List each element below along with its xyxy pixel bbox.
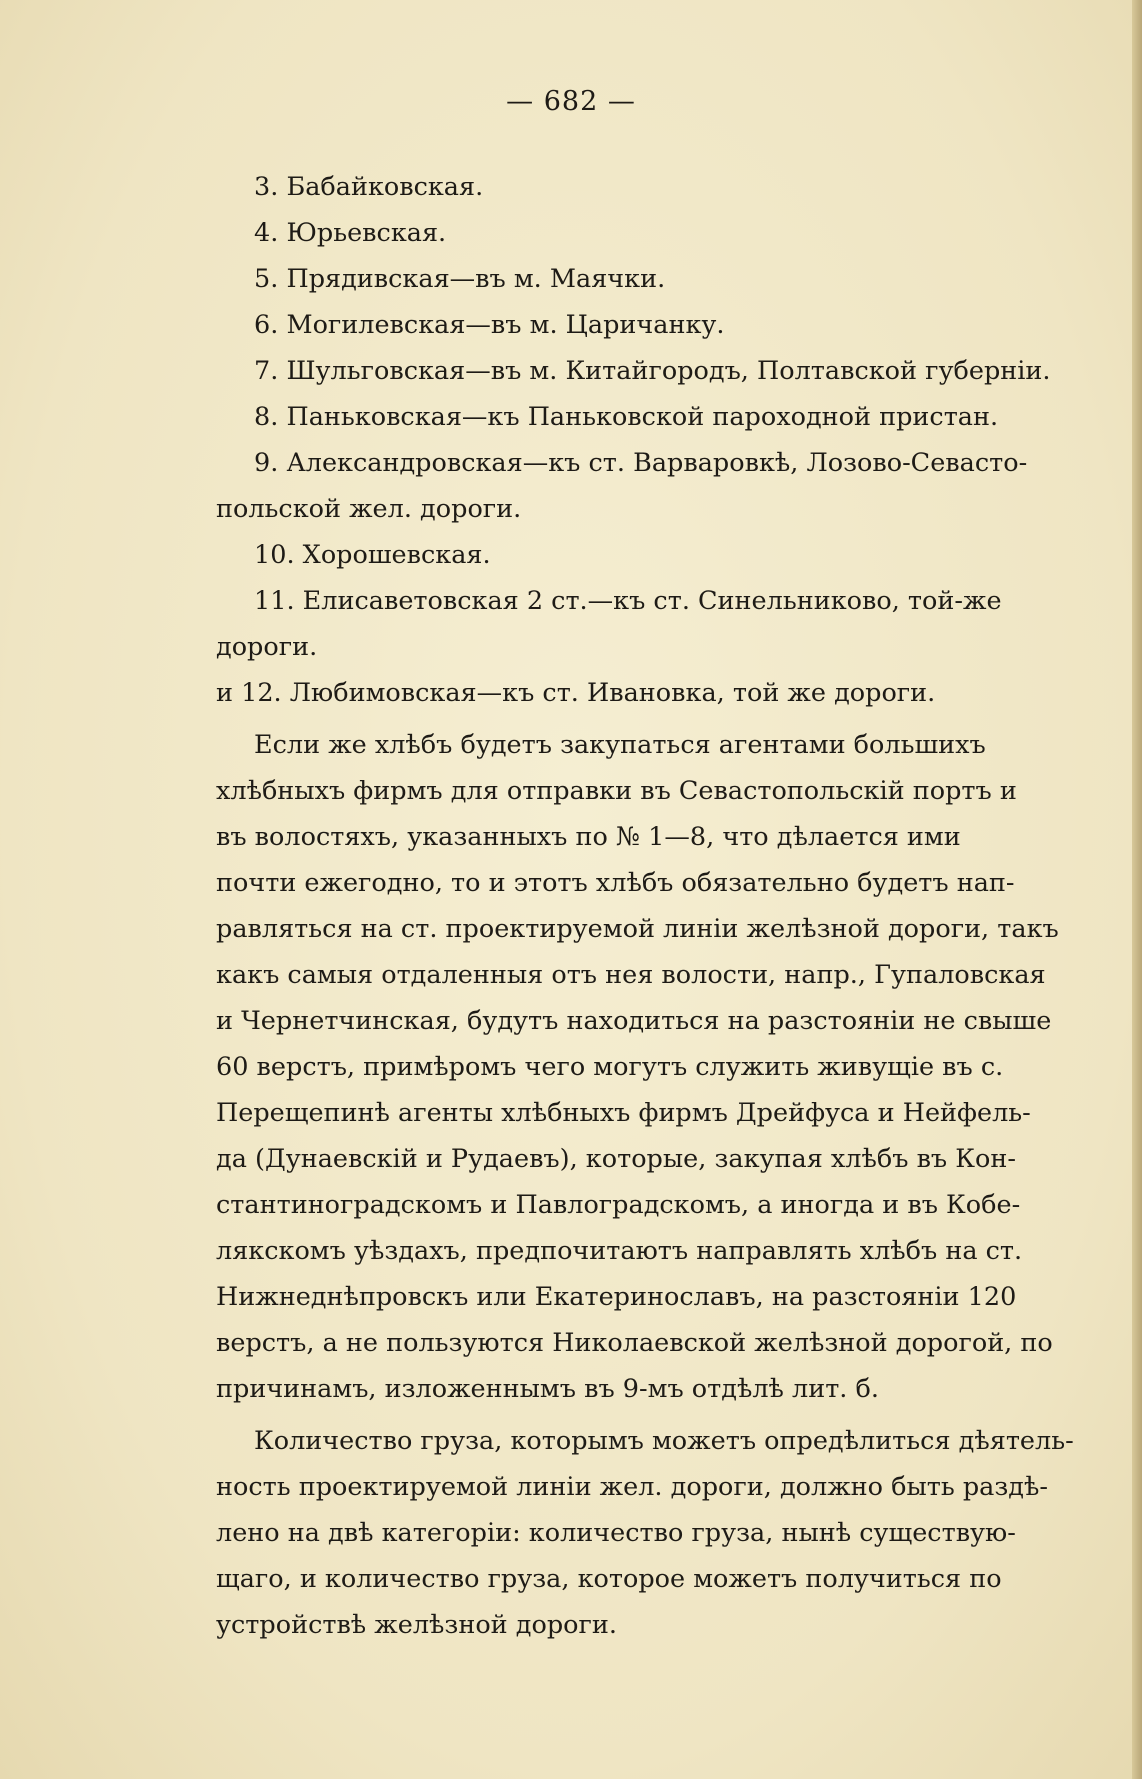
list-item: 10. Хорошевская. (254, 540, 491, 570)
list-item: 9. Александровская—къ ст. Варваровкѣ, Лозово-Севасто- (254, 448, 1028, 478)
page-text (216, 164, 1088, 1648)
paragraph-line: 60 верстъ, примѣромъ чего могутъ служить живущіе въ с. (216, 1052, 1004, 1082)
list-item-continuation: дороги. (216, 632, 318, 662)
paragraph-line: Нижнеднѣпровскъ или Екатеринославъ, на разстояніи 120 (216, 1282, 1017, 1312)
paragraph-line: стантиноградскомъ и Павлоградскомъ, а иногда и въ Кобе- (216, 1190, 1021, 1220)
paragraph-line: какъ самыя отдаленныя отъ нея волости, напр., Гупаловская (216, 960, 1046, 990)
list-item-last: и 12. Любимовская—къ ст. Ивановка, той же дороги. (216, 678, 936, 708)
paragraph-line: причинамъ, изложеннымъ въ 9-мъ отдѣлѣ лит. б. (216, 1374, 879, 1404)
paragraph-line: щаго, и количество груза, которое можетъ получиться по (216, 1564, 1002, 1594)
paragraph-line: да (Дунаевскій и Рудаевъ), которые, закупая хлѣбъ въ Кон- (216, 1144, 1016, 1174)
list-item: 7. Шульговская—въ м. Китайгородъ, Полтавской губерніи. (254, 356, 1051, 386)
paragraph-line: верстъ, а не пользуются Николаевской желѣзной дорогой, по (216, 1328, 1053, 1358)
paragraph-line: хлѣбныхъ фирмъ для отправки въ Севастопольскій портъ и (216, 776, 1017, 806)
page-edge (1132, 0, 1142, 1779)
paragraph-line: устройствѣ желѣзной дороги. (216, 1610, 617, 1640)
list-item: 4. Юрьевская. (254, 218, 447, 248)
list-item: 8. Паньковская—къ Паньковской пароходной пристан. (254, 402, 999, 432)
paragraph-line: Если же хлѣбъ будетъ закупаться агентами большихъ (254, 730, 986, 760)
paragraph-line: Количество груза, которымъ можетъ опредѣлиться дѣятель- (254, 1426, 1074, 1456)
paragraph-line: Перещепинѣ агенты хлѣбныхъ фирмъ Дрейфуса и Нейфель- (216, 1098, 1031, 1128)
paragraph-line: и Чернетчинская, будутъ находиться на разстояніи не свыше (216, 1006, 1052, 1036)
paragraph-line: равляться на ст. проектируемой линіи желѣзной дороги, такъ (216, 914, 1059, 944)
paragraph-line: лено на двѣ категоріи: количество груза, нынѣ существую- (216, 1518, 1016, 1548)
paragraph-line: лякскомъ уѣздахъ, предпочитаютъ направлять хлѣбъ на ст. (216, 1236, 1023, 1266)
list-item: 3. Бабайковская. (254, 172, 484, 202)
list-item-continuation: польской жел. дороги. (216, 494, 522, 524)
paragraph-line: ность проектируемой линіи жел. дороги, должно быть раздѣ- (216, 1472, 1048, 1502)
paragraph-line: въ волостяхъ, указанныхъ по № 1—8, что дѣлается ими (216, 822, 961, 852)
list-item: 11. Елисаветовская 2 ст.—къ ст. Синельниково, той-же (254, 586, 1002, 616)
page-number: — 682 — (506, 86, 636, 117)
list-item: 5. Прядивская—въ м. Маячки. (254, 264, 666, 294)
list-item: 6. Могилевская—въ м. Царичанку. (254, 310, 725, 340)
paragraph-line: почти ежегодно, то и этотъ хлѣбъ обязательно будетъ нап- (216, 868, 1015, 898)
